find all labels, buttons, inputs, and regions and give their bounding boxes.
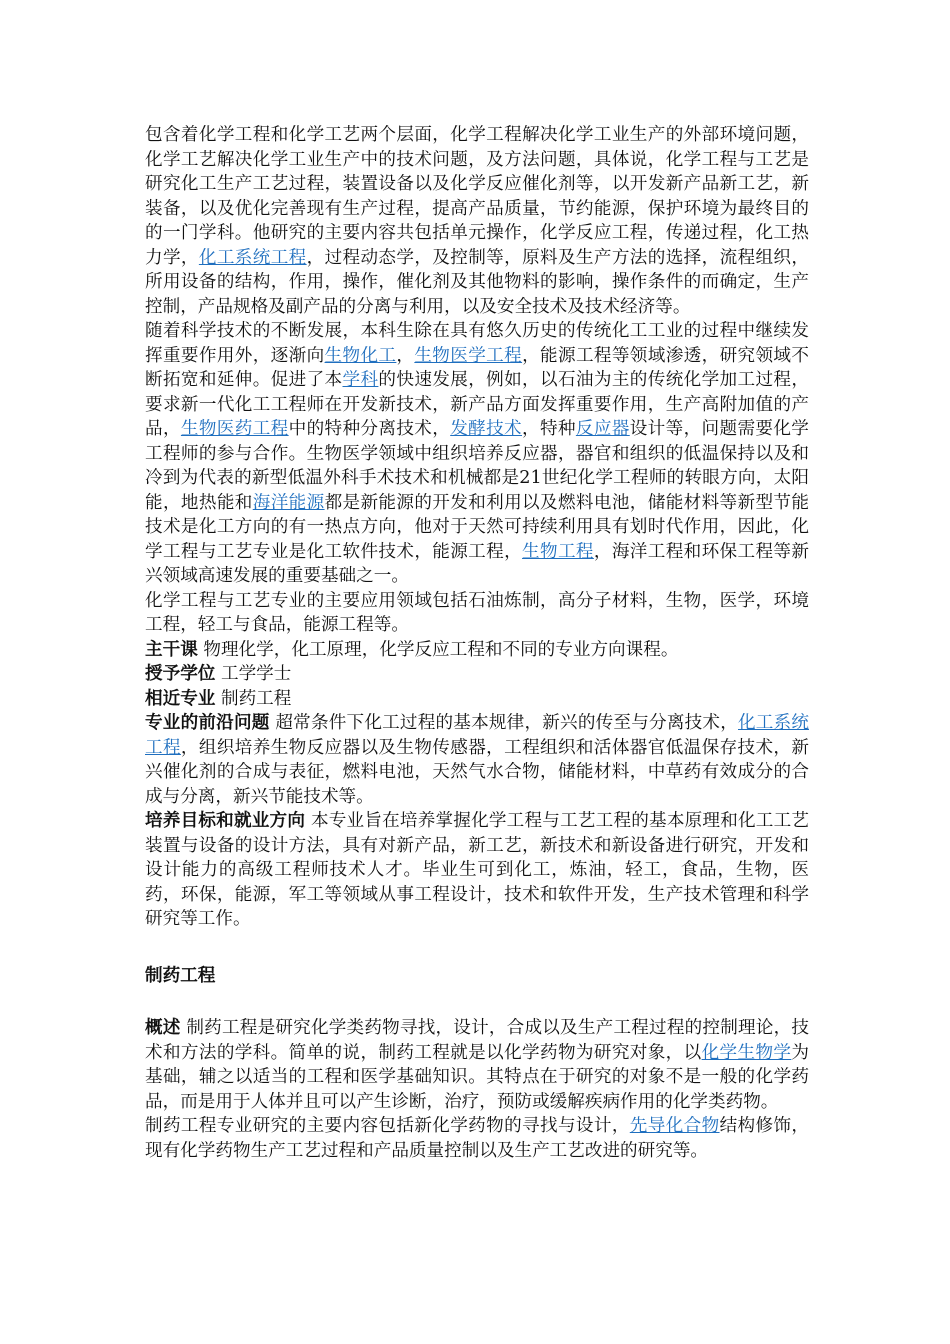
link-chemical-system-engineering-2[interactable]: 化工系统工程 [145,713,809,758]
link-biochemical-engineering[interactable]: 生物化工 [324,345,397,366]
text-run: 设计等，问题需要化学工程师的参与合作。生物医学领域中组织培养反应器，器官和组织的低温保持以及和冷到为代表的新型低温外科手术技术和机械都是21世纪化学工程师的转眼方向，太阳能，地热能和 [145,419,809,513]
text-run: 中的特种分离技术， [288,419,451,439]
degree-awarded [145,662,809,687]
text-run: 随着科学技术的不断发展，本科生除在具有悠久历史的传统化工工业的过程中继续发挥重要作用外，逐渐向 [145,321,809,366]
text-run: 都是新能源的开发和利用以及燃料电池，储能材料等新型节能技术是化工方向的有一热点方向，他对于天然可持续利用具有划时代作用，因此，化学工程与工艺专业是化工软件技术，能源工程， [145,492,809,562]
main-courses-text: 物理化学，化工原理，化学反应工程和不同的专业方向课程。 [197,639,679,660]
text-run: 为基础，辅之以适当的工程和医学基础知识。其特点在于研究的对象不是一般的化学药品，而是用于人体并且可以产生诊断，治疗，预防或缓解疾病作用的化学类药物。 [145,1042,809,1112]
related-text: 制药工程 [215,688,292,709]
text-run: 的快速发展，例如，以石油为主的传统化学加工过程，要求新一代化工工程师在开发新技术，新产品方面发挥重要作用，生产高附加值的产品， [145,370,809,439]
link-ocean-energy[interactable]: 海洋能源 [252,492,325,513]
frontier-label: 专业的前沿问题 [145,713,270,733]
text-run: ，海洋工程和环保工程等新兴领域高速发展的重要基础之一。 [145,541,809,586]
document-body [145,123,809,1163]
training-goals [145,809,809,932]
link-chemical-biology[interactable]: 化学生物学 [701,1042,792,1063]
paragraph-development [145,319,809,589]
link-reactor[interactable]: 反应器 [575,419,630,439]
text-run: ，特种 [522,419,576,439]
frontier-issues [145,711,809,809]
text-run: ， [396,345,415,366]
goals-text: 本专业旨在培养掌握化学工程与工艺工程的基本原理和化工工艺装置与设备的设计方法，具有对新产品，新工艺，新技术和新设备进行研究，开发和设计能力的高级工程师技术人才。毕业生可到化工，炼油，轻工，食品，生物，医药，环保，能源，军工等领域从事工程设计，技术和软件开发，生产技术管理和科学研究等工作。 [145,811,809,929]
degree-text: 工学学士 [215,664,292,684]
paragraph-research-content [145,1114,809,1163]
related-label: 相近专业 [145,688,216,709]
link-lead-compound[interactable]: 先导化合物 [629,1116,720,1136]
goals-label: 培养目标和就业方向 [145,811,306,831]
text-run: 结构修饰，现有化学药物生产工艺过程和产品质量控制以及生产工艺改进的研究等。 [145,1116,809,1161]
text-run: 超常条件下化工过程的基本规律，新兴的传至与分离技术， [269,713,738,733]
overview [145,1016,809,1114]
text-run: 制药工程专业研究的主要内容包括新化学药物的寻找与设计， [145,1116,630,1136]
overview-label: 概述 [145,1018,181,1038]
related-majors [145,687,809,712]
section-title-pharmaceutical-engineering: 制药工程 [145,965,216,986]
text-run: ，能源工程等领域渗透，研究领域不断拓宽和延伸。促进了本 [145,345,809,390]
link-fermentation-technology[interactable]: 发酵技术 [450,419,523,439]
text-run: 制药工程是研究化学类药物寻找，设计，合成以及生产工程过程的控制理论，技术和方法的学科。简单的说，制药工程就是以化学药物为研究对象，以 [145,1018,809,1063]
text-run: ，组织培养生物反应器以及生物传感器，工程组织和活体器官低温保存技术，新兴催化剂的合成与表征，燃料电池，天然气水合物，储能材料，中草药有效成分的合成与分离，新兴节能技术等。 [145,737,809,807]
degree-label: 授予学位 [145,664,216,684]
link-bioengineering[interactable]: 生物工程 [522,541,594,562]
link-biomedical-engineering[interactable]: 生物医学工程 [414,345,523,366]
paragraph-intro [145,123,809,319]
main-courses [145,638,809,663]
text-run: ，过程动态学，及控制等，原料及生产方法的选择，流程组织，所用设备的结构，作用，操作，催化剂及其他物料的影响，操作条件的而确定，生产控制，产品规格及副产品的分离与利用，以及安全技术及技术经济等。 [145,247,809,317]
link-discipline[interactable]: 学科 [342,370,379,390]
main-courses-label: 主干课 [145,639,198,660]
paragraph-applications: 化学工程与工艺专业的主要应用领域包括石油炼制，高分子材料，生物，医学，环境工程，轻工与食品，能源工程等。 [145,590,809,635]
text-run: 包含着化学工程和化学工艺两个层面，化学工程解决化学工业生产的外部环境问题，化学工艺解决化学工业生产中的技术问题，及方法问题，具体说，化学工程与工艺是研究化工生产工艺过程，装置设备以及化学反应催化剂等，以开发新产品新工艺，新装备，以及优化完善现有生产过程，提高产品质量，节约能源，保护环境为最终目的的一门学科。他研究的主要内容共包括单元操作，化学反应工程，传递过程，化工热力学， [145,125,809,268]
link-chemical-system-engineering[interactable]: 化工系统工程 [198,247,307,268]
link-biopharmaceutical-engineering[interactable]: 生物医药工程 [180,419,289,439]
